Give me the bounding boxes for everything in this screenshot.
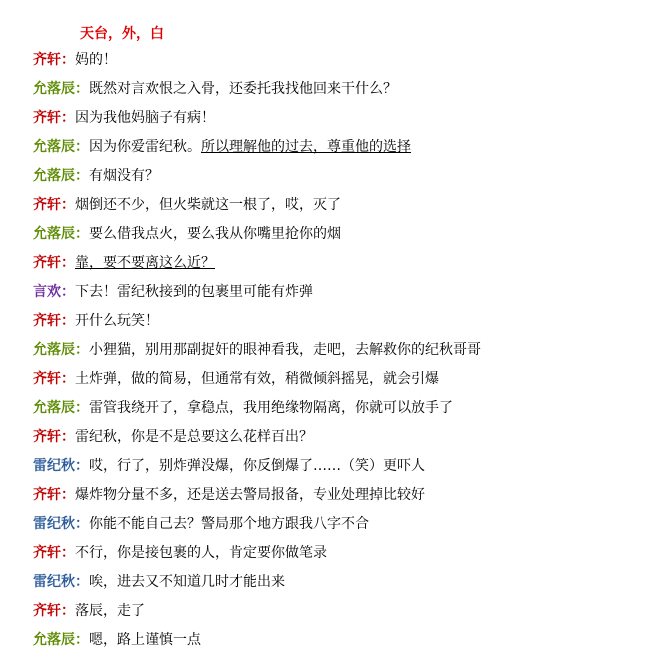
dialogue-text: 烟倒还不少，但火柴就这一根了，哎，灭了 bbox=[75, 197, 341, 213]
speaker-colon: ： bbox=[75, 516, 89, 532]
speaker-name: 齐轩 bbox=[33, 197, 61, 213]
speaker-name: 雷纪秋 bbox=[33, 516, 75, 532]
speaker-name: 允落辰 bbox=[33, 168, 75, 184]
speaker-colon: ： bbox=[75, 458, 89, 474]
speaker-name: 雷纪秋 bbox=[33, 458, 75, 474]
speaker-name: 齐轩 bbox=[33, 487, 61, 503]
dialogue-text: 开什么玩笑！ bbox=[75, 313, 159, 329]
dialogue-text: 不行，你是接包裹的人，肯定要你做笔录 bbox=[75, 545, 327, 561]
dialogue-line bbox=[33, 572, 643, 601]
dialogue-list bbox=[33, 50, 643, 659]
dialogue-line bbox=[33, 427, 643, 456]
speaker-name: 齐轩 bbox=[33, 52, 61, 68]
dialogue-line bbox=[33, 456, 643, 485]
speaker-name: 允落辰 bbox=[33, 400, 75, 416]
dialogue-line bbox=[33, 79, 643, 108]
dialogue-text: 你能不能自己去？警局那个地方跟我八字不合 bbox=[89, 516, 369, 532]
speaker-colon: ： bbox=[61, 255, 75, 271]
dialogue-text: 有烟没有？ bbox=[89, 168, 159, 184]
dialogue-line bbox=[33, 543, 643, 572]
speaker-colon: ： bbox=[75, 81, 89, 97]
dialogue-line bbox=[33, 369, 643, 398]
speaker-colon: ： bbox=[75, 168, 89, 184]
speaker-name: 允落辰 bbox=[33, 226, 75, 242]
speaker-colon: ： bbox=[75, 342, 89, 358]
dialogue-line bbox=[33, 601, 643, 630]
speaker-name: 齐轩 bbox=[33, 603, 61, 619]
dialogue-text: 妈的！ bbox=[75, 52, 117, 68]
dialogue-text: 要么借我点火，要么我从你嘴里抢你的烟 bbox=[89, 226, 341, 242]
speaker-colon: ： bbox=[61, 545, 75, 561]
dialogue-text: 小狸猫，别用那副捉奸的眼神看我，走吧，去解救你的纪秋哥哥 bbox=[89, 342, 481, 358]
dialogue-text: 因为我他妈脑子有病！ bbox=[75, 110, 215, 126]
speaker-colon: ： bbox=[61, 603, 75, 619]
speaker-colon: ： bbox=[61, 429, 75, 445]
dialogue-text: 哎，行了，别炸弹没爆，你反倒爆了……（笑）更吓人 bbox=[89, 458, 425, 474]
dialogue-line bbox=[33, 224, 643, 253]
speaker-colon: ： bbox=[61, 197, 75, 213]
speaker-name: 允落辰 bbox=[33, 81, 75, 97]
speaker-name: 雷纪秋 bbox=[33, 574, 75, 590]
dialogue-line bbox=[33, 630, 643, 659]
speaker-colon: ： bbox=[61, 284, 75, 300]
dialogue-line bbox=[33, 108, 643, 137]
dialogue-line bbox=[33, 50, 643, 79]
underlined-text: 靠，要不要离这么近？ bbox=[75, 255, 215, 271]
speaker-name: 允落辰 bbox=[33, 342, 75, 358]
speaker-name: 允落辰 bbox=[33, 632, 75, 648]
dialogue-line bbox=[33, 282, 643, 311]
dialogue-line bbox=[33, 340, 643, 369]
speaker-colon: ： bbox=[61, 487, 75, 503]
speaker-colon: ： bbox=[75, 400, 89, 416]
dialogue-text: 土炸弹，做的简易，但通常有效，稍微倾斜摇晃，就会引爆 bbox=[75, 371, 439, 387]
speaker-colon: ： bbox=[61, 52, 75, 68]
dialogue-text: 嗯，路上谨慎一点 bbox=[89, 632, 201, 648]
speaker-colon: ： bbox=[75, 632, 89, 648]
scene-heading: 天台，外，白 bbox=[80, 26, 164, 42]
dialogue-text: 下去！雷纪秋接到的包裹里可能有炸弹 bbox=[75, 284, 313, 300]
speaker-colon: ： bbox=[61, 110, 75, 126]
dialogue-text: 爆炸物分量不多，还是送去警局报备，专业处理掉比较好 bbox=[75, 487, 425, 503]
dialogue-text: 唉，进去又不知道几时才能出来 bbox=[89, 574, 285, 590]
dialogue-line bbox=[33, 311, 643, 340]
dialogue-line bbox=[33, 253, 643, 282]
speaker-name: 齐轩 bbox=[33, 110, 61, 126]
speaker-name: 齐轩 bbox=[33, 255, 61, 271]
speaker-name: 齐轩 bbox=[33, 371, 61, 387]
dialogue-line bbox=[33, 398, 643, 427]
dialogue-text: 既然对言欢恨之入骨，还委托我找他回来干什么？ bbox=[89, 81, 397, 97]
dialogue-text: 因为你爱雷纪秋。 bbox=[89, 139, 201, 155]
speaker-name: 言欢 bbox=[33, 284, 61, 300]
dialogue-line bbox=[33, 485, 643, 514]
underlined-text: 所以理解他的过去，尊重他的选择 bbox=[201, 139, 411, 155]
dialogue-line bbox=[33, 166, 643, 195]
speaker-name: 齐轩 bbox=[33, 429, 61, 445]
speaker-colon: ： bbox=[75, 574, 89, 590]
speaker-colon: ： bbox=[75, 226, 89, 242]
dialogue-text: 落辰，走了 bbox=[75, 603, 145, 619]
speaker-name: 齐轩 bbox=[33, 545, 61, 561]
speaker-colon: ： bbox=[61, 313, 75, 329]
dialogue-line bbox=[33, 195, 643, 224]
dialogue-line bbox=[33, 514, 643, 543]
dialogue-text: 雷管我绕开了，拿稳点，我用绝缘物隔离，你就可以放手了 bbox=[89, 400, 453, 416]
dialogue-line bbox=[33, 137, 643, 166]
speaker-name: 允落辰 bbox=[33, 139, 75, 155]
speaker-colon: ： bbox=[75, 139, 89, 155]
speaker-name: 齐轩 bbox=[33, 313, 61, 329]
speaker-colon: ： bbox=[61, 371, 75, 387]
dialogue-text: 雷纪秋，你是不是总要这么花样百出？ bbox=[75, 429, 313, 445]
